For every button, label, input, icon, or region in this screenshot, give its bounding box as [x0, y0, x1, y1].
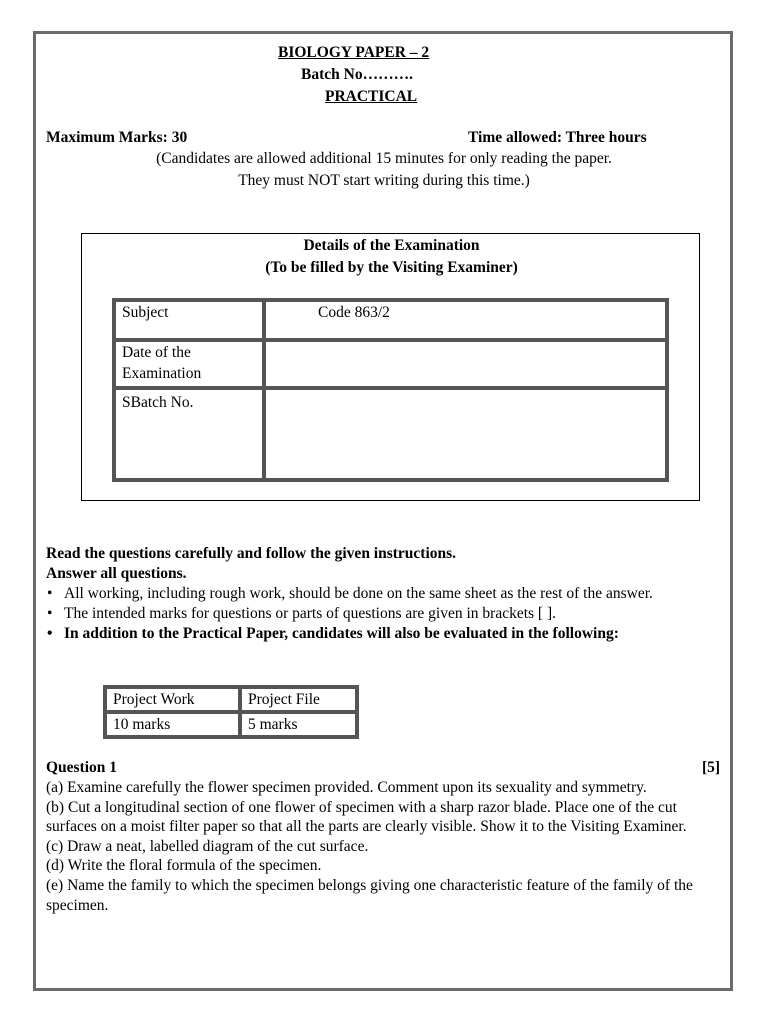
exam-date-label: [114, 340, 264, 388]
maximum-marks: Maximum Marks: 30: [46, 129, 188, 146]
examination-details-box: [81, 233, 700, 501]
question-marks: [5]: [702, 759, 721, 776]
list-item: [46, 604, 726, 624]
question-part-c: (c) Draw a neat, labelled diagram of the cut surface.: [46, 837, 369, 855]
bullet-icon: •: [47, 605, 53, 622]
details-heading: Details of the Examination: [303, 237, 480, 254]
instructions-line2: Answer all questions.: [46, 565, 187, 582]
question-part-a: (a) Examine carefully the flower specimen provided. Comment upon its sexuality and symmetry.: [46, 779, 647, 796]
examination-details-table: [112, 298, 669, 482]
subject-label: Subject: [114, 300, 264, 340]
question-parts: [46, 778, 730, 915]
list-item: [46, 624, 726, 644]
reading-time-note-line1: (Candidates are allowed additional 15 minutes for only reading the paper.: [156, 150, 612, 167]
project-work-marks: 10 marks: [105, 712, 240, 737]
details-subheading: (To be filled by the Visiting Examiner): [265, 259, 518, 276]
evaluation-table: [103, 685, 359, 739]
bullet-icon: •: [47, 625, 53, 642]
question-part-e: (e) Name the family to which the specimen belongs giving one characteristic feature of the family of the specimen.: [46, 876, 693, 914]
time-allowed: Time allowed: Three hours: [468, 129, 647, 146]
exam-date-label-line1: Date of the: [122, 344, 191, 361]
project-file-marks: 5 marks: [240, 712, 357, 737]
table-row: [114, 340, 667, 388]
subject-value: Code 863/2: [264, 300, 667, 340]
list-item-text: The intended marks for questions or parts of questions are given in brackets [ ].: [64, 605, 556, 622]
instructions-line1: Read the questions carefully and follow the given instructions.: [46, 545, 457, 562]
table-row: [105, 687, 357, 712]
project-work-header: Project Work: [105, 687, 240, 712]
paper-title: BIOLOGY PAPER – 2: [278, 44, 430, 61]
batch-number: Batch No……….: [301, 66, 413, 83]
reading-time-note-line2: They must NOT start writing during this time.): [238, 172, 530, 189]
table-row: [114, 388, 667, 480]
table-row: [114, 300, 667, 340]
exam-date-label-line2: Examination: [122, 365, 202, 382]
list-item-text: All working, including rough work, should be done on the same sheet as the rest of the answer.: [64, 585, 653, 602]
batch-label: SBatch No.: [114, 388, 264, 480]
question-part-b: (b) Cut a longitudinal section of one flower of specimen with a sharp razor blade. Place one of the cut surfaces on a moist filter paper so that all the parts are clearly visible. Show it to the Visiting Examiner.: [46, 798, 687, 836]
instructions-list: [46, 584, 726, 644]
table-row: [105, 712, 357, 737]
project-file-header: Project File: [240, 687, 357, 712]
batch-value: [264, 388, 667, 480]
bullet-icon: •: [47, 585, 53, 602]
question-title: Question 1: [46, 759, 118, 776]
list-item-text: In addition to the Practical Paper, candidates will also be evaluated in the following:: [64, 625, 619, 642]
paper-subtitle: PRACTICAL: [325, 88, 418, 105]
list-item: [46, 584, 726, 604]
question-part-d: (d) Write the floral formula of the specimen.: [46, 857, 322, 875]
exam-date-value: [264, 340, 667, 388]
